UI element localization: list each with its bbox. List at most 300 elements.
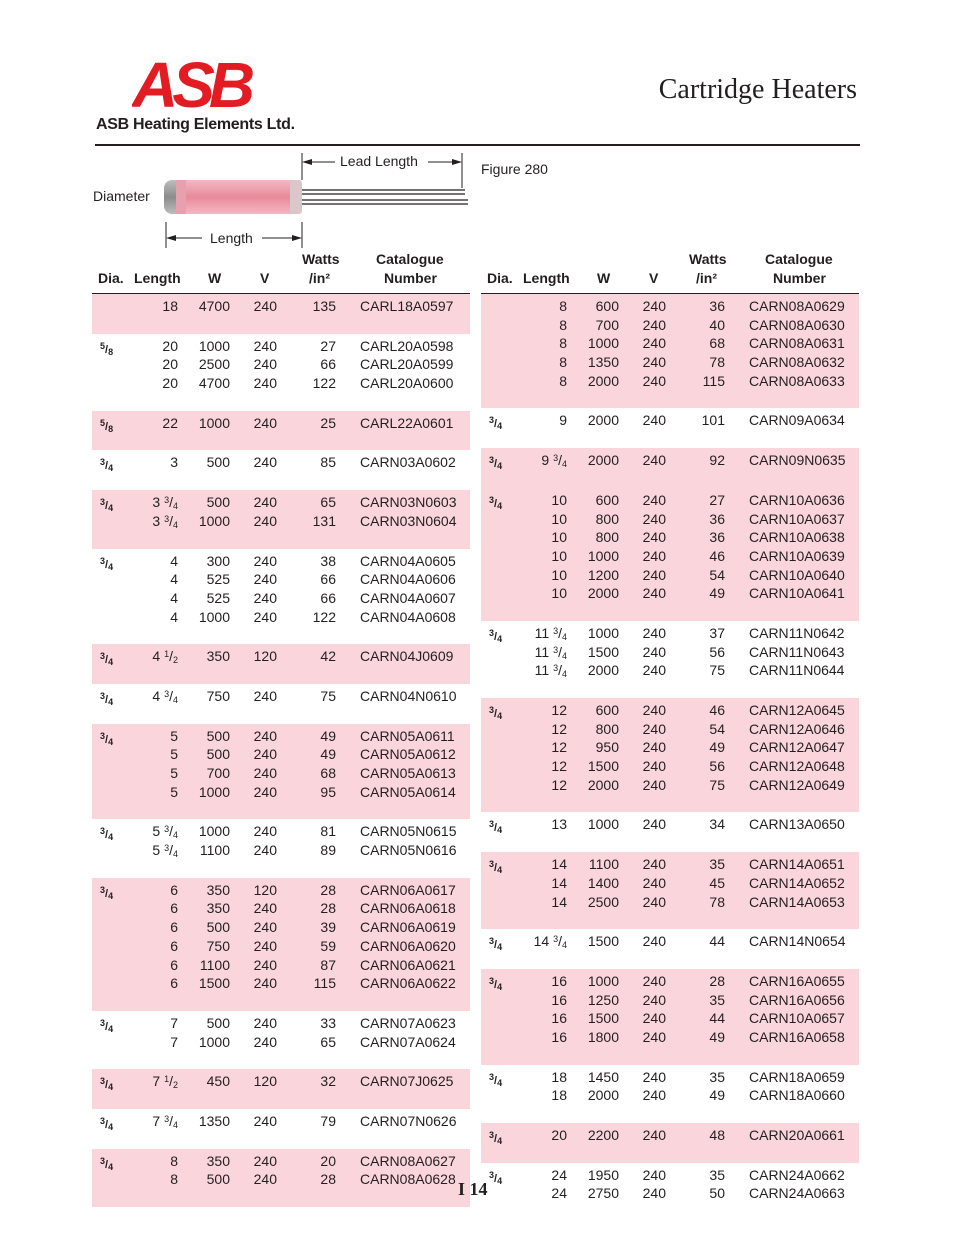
table-row	[481, 1009, 859, 1028]
table-row	[481, 738, 859, 757]
watts-cell: 2000	[587, 372, 619, 389]
watt-density-cell: 75	[320, 687, 336, 704]
table-row-group	[92, 724, 470, 820]
table-row	[481, 776, 859, 795]
watt-density-cell: 36	[709, 529, 725, 546]
catalogue-number-cell: CARL22A0601	[360, 414, 454, 431]
diameter-cell: $^3/_4$	[100, 651, 114, 668]
watts-cell: 1500	[587, 933, 619, 950]
watt-density-cell: 36	[709, 510, 725, 527]
watt-density-cell: 56	[709, 643, 725, 660]
catalogue-number-cell: CARN03N0604	[360, 512, 457, 529]
header-divider	[95, 144, 860, 146]
table-row	[481, 1126, 859, 1145]
table-row	[481, 701, 859, 720]
table-row-group	[481, 621, 859, 698]
length-cell: 9 $^3/_4$	[541, 452, 567, 470]
length-cell: 12	[551, 702, 567, 718]
volts-cell: 240	[642, 856, 666, 873]
table-row-group	[481, 448, 859, 488]
table-row	[92, 374, 470, 393]
catalogue-number-cell: CARN13A0650	[749, 816, 845, 833]
table-row	[92, 337, 470, 356]
length-cell: 3	[170, 454, 178, 471]
volts-cell: 240	[642, 776, 666, 793]
catalogue-number-cell: CARN06A0619	[360, 919, 456, 936]
table-row	[481, 972, 859, 991]
table-row-group	[481, 852, 859, 929]
catalogue-number-cell: CARN12A0649	[749, 776, 845, 793]
catalogue-number-cell: CARN11N0642	[749, 624, 845, 641]
length-cell: 24	[551, 1185, 567, 1202]
watt-density-cell: 44	[709, 1010, 725, 1027]
length-label: Length	[210, 230, 253, 246]
watts-cell: 1000	[198, 1033, 230, 1050]
watts-cell: 1000	[587, 972, 619, 989]
catalogue-number-cell: CARN03A0602	[360, 454, 456, 471]
table-row-group	[92, 644, 470, 684]
table-row-group	[92, 334, 470, 411]
table-row	[481, 643, 859, 662]
watts-cell: 350	[206, 900, 230, 917]
volts-cell: 240	[253, 746, 277, 763]
length-cell: 20	[162, 356, 178, 373]
table-row	[92, 1033, 470, 1052]
watts-cell: 4700	[198, 298, 230, 314]
watt-density-cell: 85	[320, 454, 336, 471]
watt-density-cell: 65	[320, 494, 336, 511]
volts-cell: 240	[253, 823, 277, 840]
watts-cell: 2000	[587, 776, 619, 793]
table-body	[92, 294, 470, 1207]
figure-caption: Figure 280	[481, 161, 548, 177]
catalogue-number-cell: CARN11N0644	[749, 662, 845, 679]
length-cell: 20	[162, 337, 178, 354]
table-row	[481, 510, 859, 529]
watts-cell: 1450	[587, 1068, 619, 1085]
length-cell: 8	[559, 316, 567, 333]
catalogue-number-cell: CARN09N0635	[749, 452, 846, 469]
col-watts-unit: /in²	[696, 270, 717, 286]
table-row	[481, 757, 859, 776]
table-row	[92, 453, 470, 472]
catalogue-number-cell: CARN18A0660	[749, 1087, 845, 1104]
catalogue-number-cell: CARN05A0611	[360, 727, 455, 744]
catalogue-number-cell: CARN09A0634	[749, 412, 845, 429]
table-row-group	[92, 1011, 470, 1069]
length-cell: 12	[551, 720, 567, 737]
volts-cell: 240	[253, 356, 277, 373]
watts-cell: 1500	[198, 975, 230, 992]
watts-cell: 2000	[587, 662, 619, 679]
diameter-cell: $^3/_4$	[100, 1076, 114, 1093]
watts-cell: 2200	[587, 1127, 619, 1143]
watt-density-cell: 27	[320, 337, 336, 354]
watt-density-cell: 35	[709, 1166, 725, 1183]
watts-cell: 300	[206, 552, 230, 569]
watts-cell: 2500	[587, 893, 619, 910]
catalogue-number-cell: CARN07A0623	[360, 1014, 456, 1031]
volts-cell: 240	[253, 589, 277, 606]
watt-density-cell: 49	[709, 585, 725, 602]
volts-cell: 240	[253, 552, 277, 569]
catalogue-number-cell: CARN16A0656	[749, 991, 845, 1008]
watt-density-cell: 89	[320, 842, 336, 859]
volts-cell: 240	[253, 1152, 277, 1169]
catalogue-number-cell: CARN08A0630	[749, 316, 845, 333]
volts-cell: 240	[253, 494, 277, 511]
volts-cell: 240	[253, 1033, 277, 1050]
watt-density-cell: 49	[709, 1087, 725, 1104]
watts-cell: 1500	[587, 643, 619, 660]
table-row	[92, 589, 470, 608]
catalogue-number-cell: CARL18A0597	[360, 298, 454, 314]
watt-density-cell: 45	[709, 874, 725, 891]
table-row	[92, 937, 470, 956]
watts-cell: 600	[595, 702, 619, 718]
table-row	[481, 932, 859, 951]
watt-density-cell: 33	[320, 1014, 336, 1031]
catalogue-number-cell: CARN08A0632	[749, 354, 845, 371]
length-cell: 16	[551, 991, 567, 1008]
watt-density-cell: 40	[709, 316, 725, 333]
volts-cell: 240	[253, 975, 277, 992]
volts-cell: 240	[642, 1010, 666, 1027]
length-cell: 8	[559, 335, 567, 352]
length-cell: 7 $^3/_4$	[152, 1112, 178, 1130]
watts-cell: 800	[595, 720, 619, 737]
diameter-cell: $^3/_4$	[100, 457, 114, 474]
volts-cell: 240	[642, 758, 666, 775]
volts-cell: 240	[642, 529, 666, 546]
table-row-group	[481, 929, 859, 969]
table-row	[92, 512, 470, 531]
table-row	[92, 1112, 470, 1131]
length-cell: 14	[551, 856, 567, 873]
table-row-group	[92, 450, 470, 490]
catalogue-number-cell: CARN08A0633	[749, 372, 845, 389]
length-cell: 6	[170, 956, 178, 973]
watts-cell: 500	[206, 494, 230, 511]
table-row	[481, 491, 859, 510]
catalogue-number-cell: CARN08A0627	[360, 1152, 456, 1169]
volts-cell: 240	[642, 720, 666, 737]
table-row	[481, 1068, 859, 1087]
watt-density-cell: 78	[709, 893, 725, 910]
watt-density-cell: 50	[709, 1185, 725, 1202]
table-row-group	[92, 411, 470, 451]
watts-cell: 1000	[587, 335, 619, 352]
watt-density-cell: 32	[320, 1073, 336, 1090]
watt-density-cell: 68	[320, 765, 336, 781]
volts-cell: 240	[642, 662, 666, 679]
watt-density-cell: 87	[320, 956, 336, 973]
table-row	[92, 822, 470, 841]
length-cell: 10	[551, 491, 567, 508]
catalogue-number-cell: CARN14A0651	[749, 856, 845, 873]
length-cell: 5 $^3/_4$	[152, 823, 178, 841]
table-row	[481, 1028, 859, 1047]
length-cell: 5	[170, 765, 178, 781]
watt-density-cell: 49	[709, 739, 725, 756]
length-cell: 11 $^3/_4$	[534, 624, 567, 642]
watts-cell: 750	[206, 687, 230, 704]
table-row	[481, 893, 859, 912]
right-heater-table	[481, 248, 859, 1221]
volts-cell: 240	[253, 1014, 277, 1031]
length-cell: 5 $^3/_4$	[152, 842, 178, 860]
catalogue-number-cell: CARN05A0612	[360, 746, 456, 763]
length-cell: 18	[551, 1068, 567, 1085]
volts-cell: 240	[642, 1087, 666, 1104]
table-header	[92, 248, 470, 294]
watts-cell: 1000	[198, 823, 230, 840]
volts-cell: 240	[253, 512, 277, 529]
col-number: Number	[384, 270, 437, 286]
length-cell: 7	[170, 1033, 178, 1050]
catalogue-number-cell: CARN07N0626	[360, 1112, 457, 1129]
volts-cell: 120	[253, 1073, 277, 1090]
length-cell: 10	[551, 585, 567, 602]
watt-density-cell: 28	[320, 1171, 336, 1188]
table-row	[481, 353, 859, 372]
volts-cell: 240	[253, 375, 277, 392]
volts-cell: 240	[642, 547, 666, 564]
watt-density-cell: 25	[320, 414, 336, 431]
table-row	[92, 764, 470, 783]
length-cell: 10	[551, 529, 567, 546]
volts-cell: 240	[642, 1166, 666, 1183]
length-cell: 14	[551, 874, 567, 891]
table-row	[92, 727, 470, 746]
table-row	[92, 1152, 470, 1171]
watt-density-cell: 65	[320, 1033, 336, 1050]
watt-density-cell: 35	[709, 991, 725, 1008]
length-cell: 4	[170, 589, 178, 606]
catalogue-number-cell: CARN06A0617	[360, 881, 456, 898]
table-row-group	[481, 408, 859, 448]
watt-density-cell: 68	[709, 335, 725, 352]
watts-cell: 350	[206, 648, 230, 665]
table-row	[92, 608, 470, 627]
table-row	[92, 552, 470, 571]
table-row	[481, 991, 859, 1010]
length-cell: 6	[170, 919, 178, 936]
length-cell: 12	[551, 758, 567, 775]
table-row-group	[92, 1069, 470, 1109]
length-cell: 8	[170, 1152, 178, 1169]
watts-cell: 950	[595, 739, 619, 756]
catalogue-number-cell: CARN24A0663	[749, 1185, 845, 1202]
length-cell: 16	[551, 972, 567, 989]
catalogue-number-cell: CARN10A0641	[749, 585, 845, 602]
col-length: Length	[134, 270, 181, 286]
catalogue-number-cell: CARN14A0652	[749, 874, 845, 891]
catalogue-number-cell: CARN04A0605	[360, 552, 456, 569]
watts-cell: 2750	[587, 1185, 619, 1202]
watt-density-cell: 115	[702, 372, 725, 389]
col-watts-unit: /in²	[309, 270, 330, 286]
watt-density-cell: 27	[709, 491, 725, 508]
catalogue-number-cell: CARN10A0638	[749, 529, 845, 546]
catalogue-number-cell: CARL20A0599	[360, 356, 454, 373]
diameter-cell: $^3/_4$	[489, 819, 503, 836]
volts-cell: 240	[642, 316, 666, 333]
volts-cell: 240	[642, 893, 666, 910]
catalogue-number-cell: CARN08A0628	[360, 1171, 456, 1188]
length-cell: 10	[551, 547, 567, 564]
volts-cell: 240	[253, 727, 277, 744]
diameter-cell: $^3/_4$	[100, 690, 114, 707]
watts-cell: 525	[206, 571, 230, 588]
catalogue-number-cell: CARN12A0647	[749, 739, 845, 756]
table-row	[92, 881, 470, 900]
diameter-cell: $^5/_8$	[100, 417, 114, 434]
lead-length-label: Lead Length	[340, 153, 418, 169]
diameter-label: Diameter	[93, 188, 150, 204]
catalogue-number-cell: CARN20A0661	[749, 1127, 845, 1143]
watts-cell: 2000	[587, 1087, 619, 1104]
volts-cell: 240	[642, 739, 666, 756]
catalogue-number-cell: CARN12A0645	[749, 702, 845, 718]
volts-cell: 240	[642, 1185, 666, 1202]
watt-density-cell: 92	[709, 452, 725, 469]
volts-cell: 240	[253, 571, 277, 588]
catalogue-number-cell: CARN05N0616	[360, 842, 457, 859]
col-length: Length	[523, 270, 570, 286]
volts-cell: 240	[642, 566, 666, 583]
watts-cell: 1000	[198, 608, 230, 625]
watt-density-cell: 35	[709, 1068, 725, 1085]
catalogue-number-cell: CARN10A0636	[749, 491, 845, 508]
diameter-cell: $^3/_4$	[489, 455, 503, 472]
table-row	[92, 918, 470, 937]
catalogue-number-cell: CARN12A0646	[749, 720, 845, 737]
length-cell: 14	[551, 893, 567, 910]
col-v: V	[649, 270, 659, 286]
length-cell: 6	[170, 881, 178, 898]
table-row	[481, 1086, 859, 1105]
catalogue-number-cell: CARN12A0648	[749, 758, 845, 775]
table-row	[92, 956, 470, 975]
watt-density-cell: 131	[312, 512, 336, 529]
length-cell: 3 $^3/_4$	[152, 494, 178, 512]
table-row	[481, 624, 859, 643]
watt-density-cell: 28	[709, 972, 725, 989]
table-row-group	[92, 549, 470, 645]
catalogue-number-cell: CARL20A0600	[360, 375, 454, 392]
watt-density-cell: 46	[709, 702, 725, 718]
length-cell: 18	[162, 298, 178, 314]
catalogue-number-cell: CARN24A0662	[749, 1166, 845, 1183]
diameter-cell: $^5/_8$	[100, 340, 114, 357]
watts-cell: 800	[595, 510, 619, 527]
watts-cell: 2000	[587, 585, 619, 602]
table-row	[481, 720, 859, 739]
diameter-cell: $^3/_4$	[489, 627, 503, 644]
watts-cell: 1000	[587, 624, 619, 641]
length-cell: 12	[551, 776, 567, 793]
volts-cell: 240	[642, 1068, 666, 1085]
table-row-group	[481, 969, 859, 1065]
diameter-cell: $^3/_4$	[100, 730, 114, 747]
watts-cell: 500	[206, 1014, 230, 1031]
catalogue-number-cell: CARN10A0640	[749, 566, 845, 583]
watts-cell: 750	[206, 937, 230, 954]
volts-cell: 240	[253, 956, 277, 973]
watt-density-cell: 78	[709, 354, 725, 371]
volts-cell: 240	[253, 337, 277, 354]
col-number: Number	[773, 270, 826, 286]
watt-density-cell: 75	[709, 662, 725, 679]
watts-cell: 800	[595, 529, 619, 546]
length-cell: 5	[170, 783, 178, 800]
catalogue-number-cell: CARL20A0598	[360, 337, 454, 354]
volts-cell: 240	[642, 991, 666, 1008]
volts-cell: 240	[253, 1171, 277, 1188]
table-row-group	[92, 294, 470, 334]
table-row	[481, 372, 859, 391]
table-row	[92, 1014, 470, 1033]
table-row	[92, 297, 470, 316]
watt-density-cell: 95	[320, 783, 336, 800]
length-cell: 8	[559, 372, 567, 389]
volts-cell: 240	[253, 414, 277, 431]
catalogue-number-cell: CARN07A0624	[360, 1033, 456, 1050]
volts-cell: 240	[642, 816, 666, 833]
volts-cell: 240	[642, 874, 666, 891]
length-cell: 4 $^3/_4$	[152, 687, 178, 705]
watt-density-cell: 66	[320, 589, 336, 606]
length-cell: 5	[170, 727, 178, 744]
watt-density-cell: 46	[709, 547, 725, 564]
table-row	[92, 355, 470, 374]
watts-cell: 2500	[198, 356, 230, 373]
diameter-cell: $^3/_4$	[489, 936, 503, 953]
page-title: Cartridge Heaters	[658, 74, 857, 105]
table-row-group	[481, 698, 859, 812]
watts-cell: 4700	[198, 375, 230, 392]
catalogue-number-cell: CARN04A0608	[360, 608, 456, 625]
table-row-group	[92, 878, 470, 1011]
watts-cell: 1100	[199, 842, 230, 859]
volts-cell: 240	[253, 608, 277, 625]
volts-cell: 240	[642, 510, 666, 527]
diameter-cell: $^3/_4$	[489, 975, 503, 992]
catalogue-number-cell: CARN04A0606	[360, 571, 456, 588]
catalogue-number-cell: CARN06A0621	[360, 956, 456, 973]
length-cell: 6	[170, 975, 178, 992]
length-cell: 8	[559, 298, 567, 314]
catalogue-number-cell: CARN06A0622	[360, 975, 456, 992]
table-row-group	[481, 1123, 859, 1163]
length-cell: 6	[170, 900, 178, 917]
volts-cell: 240	[253, 900, 277, 917]
watts-cell: 700	[206, 765, 230, 781]
diameter-cell: $^3/_4$	[100, 884, 114, 901]
watt-density-cell: 35	[709, 856, 725, 873]
volts-cell: 240	[642, 624, 666, 641]
diameter-cell: $^3/_4$	[489, 415, 503, 432]
catalogue-number-cell: CARN07J0625	[360, 1073, 454, 1090]
watt-density-cell: 38	[320, 552, 336, 569]
table-row	[92, 647, 470, 666]
company-name: ASB Heating Elements Ltd.	[96, 116, 295, 133]
volts-cell: 120	[253, 881, 277, 898]
volts-cell: 240	[642, 933, 666, 950]
volts-cell: 240	[642, 972, 666, 989]
catalogue-number-cell: CARN18A0659	[749, 1068, 845, 1085]
